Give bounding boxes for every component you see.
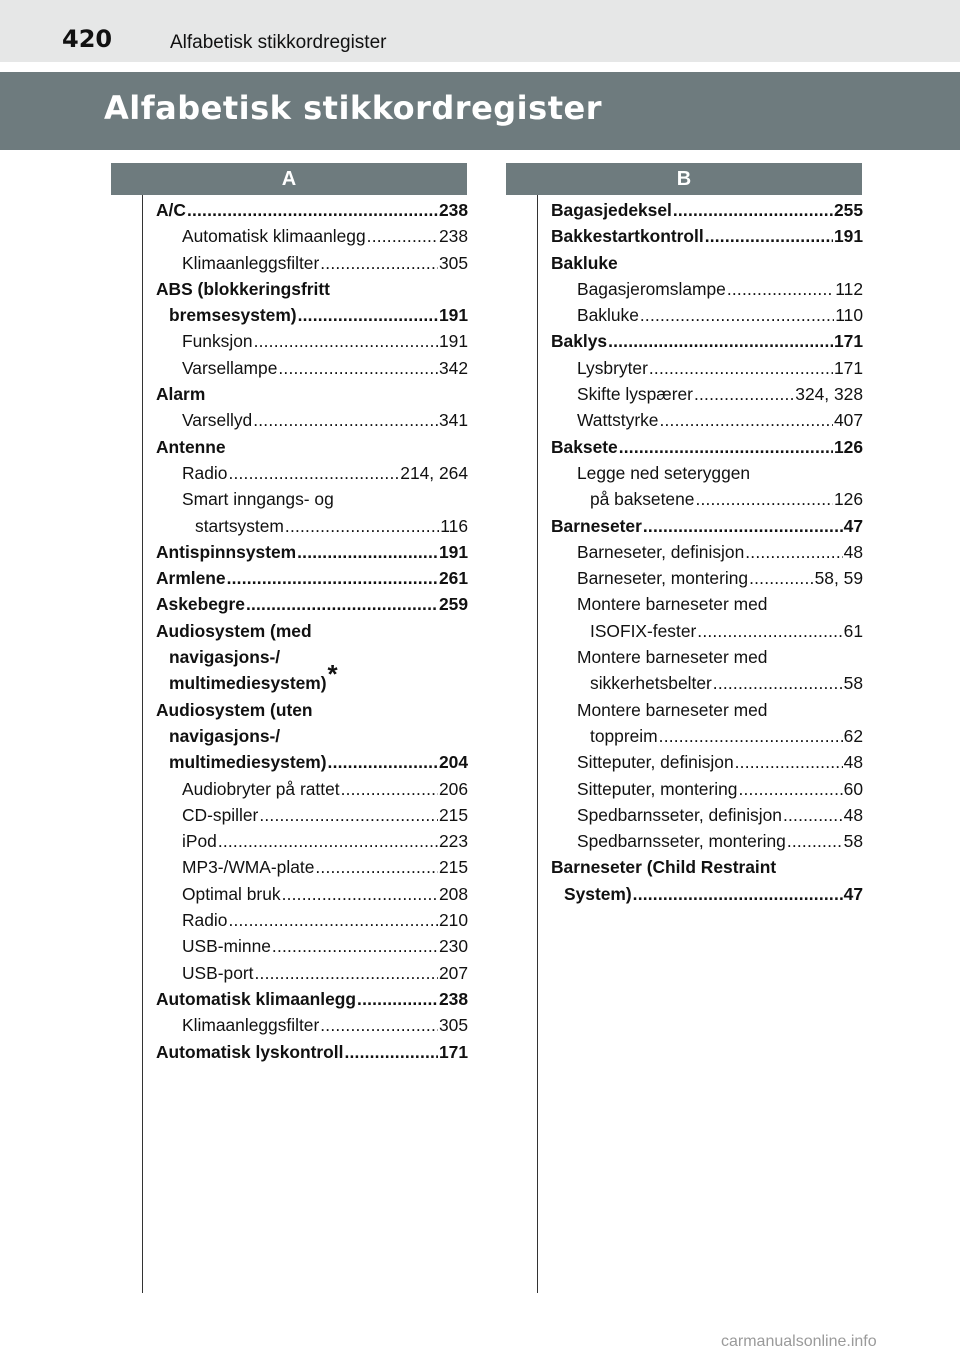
- entry-page-ref[interactable]: 215: [438, 857, 468, 878]
- a-index-entry: [156, 539, 468, 565]
- a-index-entry: [156, 302, 468, 328]
- a-index-entry: [156, 802, 468, 828]
- entry-label: System): [564, 883, 632, 904]
- dot-leader: [694, 381, 794, 407]
- dot-leader: [697, 618, 842, 644]
- page-number: 420: [62, 25, 113, 53]
- a-index-entry: [156, 276, 468, 302]
- entry-label: Legge ned seteryggen: [577, 462, 751, 483]
- index-column-b: [551, 197, 863, 907]
- dot-leader: [735, 749, 843, 775]
- entry-label: startsystem: [195, 515, 284, 536]
- top-header-bar: [0, 0, 960, 62]
- footnote-asterisk: *: [327, 659, 338, 690]
- entry-label: Askebegre: [156, 594, 245, 615]
- entry-page-ref[interactable]: 342: [438, 357, 468, 378]
- b-index-entry: [551, 565, 863, 591]
- dot-leader: [695, 486, 833, 512]
- b-index-entry: [551, 723, 863, 749]
- entry-page-ref[interactable]: 58: [843, 831, 863, 852]
- b-index-entry: [551, 197, 863, 223]
- entry-label: Alarm: [156, 384, 206, 405]
- dot-leader: [259, 802, 438, 828]
- entry-page-ref[interactable]: 171: [438, 1041, 468, 1062]
- entry-label: Antispinnsystem: [156, 541, 297, 562]
- dot-leader: [367, 223, 438, 249]
- dot-leader: [228, 460, 399, 486]
- a-index-entry: [156, 328, 468, 354]
- entry-page-ref[interactable]: 341: [438, 410, 468, 431]
- b-index-entry: [551, 749, 863, 775]
- entry-page-ref[interactable]: 210: [438, 910, 468, 931]
- entry-label: Funksjon: [182, 331, 253, 352]
- b-index-entry: [551, 223, 863, 249]
- b-index-entry: [551, 776, 863, 802]
- entry-page-ref[interactable]: 191: [438, 305, 468, 326]
- dot-leader: [659, 723, 843, 749]
- dot-leader: [255, 960, 438, 986]
- b-index-entry: [551, 250, 863, 276]
- b-index-entry: [551, 828, 863, 854]
- entry-label: USB-minne: [182, 936, 271, 957]
- b-index-entry: [551, 355, 863, 381]
- a-index-entry: [156, 565, 468, 591]
- a-index-entry: [156, 881, 468, 907]
- entry-label: Varsellyd: [182, 410, 253, 431]
- entry-label: Bakluke: [551, 252, 618, 273]
- running-title: Alfabetisk stikkordregister: [170, 32, 387, 53]
- dot-leader: [713, 670, 843, 696]
- b-index-entry: [551, 486, 863, 512]
- entry-label: Bagasjedeksel: [551, 200, 672, 220]
- entry-label: Audiosystem (med: [156, 620, 312, 641]
- entry-label: Spedbarnsseter, definisjon: [577, 804, 782, 825]
- dot-leader: [649, 355, 833, 381]
- dot-leader: [228, 907, 438, 933]
- b-index-entry: [551, 434, 863, 460]
- entry-page-ref[interactable]: 407: [833, 410, 863, 431]
- b-index-entry: [551, 881, 863, 907]
- entry-label: ISOFIX-fester: [590, 620, 697, 641]
- dot-leader: [619, 434, 833, 460]
- a-index-entry: [156, 854, 468, 880]
- entry-page-ref[interactable]: 255: [833, 200, 863, 220]
- dot-leader: [640, 302, 834, 328]
- entry-label: Sitteputer, definisjon: [577, 752, 734, 773]
- entry-page-ref[interactable]: 171: [833, 357, 863, 378]
- entry-label: Skifte lyspærer: [577, 384, 693, 405]
- entry-page-ref[interactable]: 324, 328: [795, 384, 863, 405]
- entry-label: Armlene: [156, 568, 226, 589]
- dot-leader: [254, 328, 438, 354]
- letter-heading-a: A: [111, 163, 467, 195]
- dot-leader: [659, 407, 833, 433]
- dot-leader: [344, 1039, 438, 1065]
- entry-label: Sitteputer, montering: [577, 778, 738, 799]
- dot-leader: [643, 513, 843, 539]
- a-index-entry: [156, 644, 468, 670]
- entry-label: Bagasjeromslampe: [577, 278, 726, 299]
- dot-leader: [320, 250, 438, 276]
- entry-page-ref[interactable]: 112: [835, 278, 863, 299]
- entry-page-ref[interactable]: 204: [438, 752, 468, 773]
- entry-page-ref[interactable]: 305: [438, 252, 468, 273]
- dot-leader: [608, 328, 833, 354]
- entry-label: Montere barneseter med: [577, 699, 768, 720]
- entry-page-ref[interactable]: 238: [438, 988, 468, 1009]
- entry-page-ref[interactable]: 223: [438, 831, 468, 852]
- watermark: carmanualsonline.info: [721, 1333, 877, 1350]
- entry-label: multimediesystem): [169, 673, 327, 694]
- a-index-entry: [156, 407, 468, 433]
- entry-page-ref[interactable]: 171: [833, 331, 863, 352]
- entry-page-ref[interactable]: 261: [438, 568, 468, 589]
- entry-label: MP3-/WMA-plate: [182, 857, 315, 878]
- entry-label: Wattstyrke: [577, 410, 659, 431]
- dot-leader: [278, 355, 438, 381]
- entry-page-ref[interactable]: 110: [835, 305, 863, 326]
- entry-label: Automatisk lyskontroll: [156, 1041, 344, 1062]
- entry-page-ref[interactable]: 191: [438, 541, 468, 562]
- b-index-entry: [551, 328, 863, 354]
- entry-page-ref[interactable]: 48: [843, 541, 863, 562]
- entry-label: Automatisk klimaanlegg: [156, 988, 357, 1009]
- b-index-entry: [551, 670, 863, 696]
- a-index-entry: [156, 723, 468, 749]
- entry-label: navigasjons-/: [169, 647, 281, 668]
- b-index-entry: [551, 802, 863, 828]
- a-index-entry: [156, 460, 468, 486]
- index-column-a: [156, 197, 468, 1065]
- entry-label: Smart inngangs- og: [182, 489, 334, 510]
- entry-label: Montere barneseter med: [577, 647, 768, 668]
- entry-label: Audiosystem (uten: [156, 699, 313, 720]
- b-index-entry: [551, 854, 863, 880]
- entry-label: Antenne: [156, 436, 226, 457]
- a-index-entry: [156, 197, 468, 223]
- b-index-entry: [551, 276, 863, 302]
- entry-page-ref[interactable]: 214, 264: [400, 462, 468, 483]
- entry-label: sikkerhetsbelter: [590, 673, 712, 694]
- dot-leader: [328, 749, 438, 775]
- a-index-entry: [156, 355, 468, 381]
- entry-page-ref[interactable]: 61: [843, 620, 863, 641]
- dot-leader: [246, 591, 438, 617]
- entry-page-ref[interactable]: 230: [438, 936, 468, 957]
- b-index-entry: [551, 591, 863, 617]
- dot-leader: [227, 565, 438, 591]
- entry-label: Barneseter (Child Restraint: [551, 857, 777, 878]
- dot-leader: [320, 1012, 438, 1038]
- entry-page-ref[interactable]: 58, 59: [814, 568, 863, 589]
- a-index-entry: [156, 381, 468, 407]
- entry-label: på baksetene: [590, 489, 695, 510]
- dot-leader: [285, 513, 439, 539]
- entry-label: Baklys: [551, 331, 608, 352]
- dot-leader: [187, 197, 438, 223]
- column-rule-b: [537, 195, 538, 1293]
- b-index-entry: [551, 460, 863, 486]
- entry-page-ref[interactable]: 238: [438, 226, 468, 247]
- dot-leader: [783, 802, 843, 828]
- b-index-entry: [551, 381, 863, 407]
- b-index-entry: [551, 539, 863, 565]
- dot-leader: [282, 881, 438, 907]
- entry-page-ref[interactable]: 191: [833, 226, 863, 247]
- entry-page-ref[interactable]: 207: [438, 962, 468, 983]
- a-index-entry: [156, 434, 468, 460]
- b-index-entry: [551, 302, 863, 328]
- column-rule-a: [142, 195, 143, 1293]
- entry-page-ref[interactable]: 208: [438, 883, 468, 904]
- entry-label: A/C: [156, 200, 186, 220]
- a-index-entry: [156, 513, 468, 539]
- a-index-entry: [156, 223, 468, 249]
- dot-leader: [315, 854, 438, 880]
- entry-label: Klimaanleggsfilter: [182, 1015, 320, 1036]
- b-index-entry: [551, 407, 863, 433]
- dot-leader: [749, 565, 814, 591]
- a-index-entry: [156, 697, 468, 723]
- dot-leader: [705, 223, 833, 249]
- entry-label: USB-port: [182, 962, 254, 983]
- dot-leader: [673, 197, 833, 223]
- section-title: Alfabetisk stikkordregister: [104, 89, 602, 127]
- a-index-entry: [156, 1039, 468, 1065]
- entry-page-ref[interactable]: 47: [843, 883, 863, 904]
- dot-leader: [357, 986, 438, 1012]
- entry-page-ref[interactable]: 58: [843, 673, 863, 694]
- dot-leader: [253, 407, 438, 433]
- entry-page-ref[interactable]: 62: [843, 725, 863, 746]
- dot-leader: [633, 881, 843, 907]
- entry-label: Varsellampe: [182, 357, 278, 378]
- entry-label: Montere barneseter med: [577, 594, 768, 615]
- entry-page-ref[interactable]: 47: [843, 515, 863, 536]
- b-index-entry: [551, 513, 863, 539]
- entry-page-ref[interactable]: 305: [438, 1015, 468, 1036]
- entry-page-ref[interactable]: 48: [843, 804, 863, 825]
- dot-leader: [745, 539, 842, 565]
- entry-label: multimediesystem): [169, 752, 327, 773]
- dot-leader: [787, 828, 843, 854]
- entry-label: Audiobryter på rattet: [182, 778, 340, 799]
- entry-page-ref[interactable]: 206: [438, 778, 468, 799]
- entry-label: Barneseter, montering: [577, 568, 749, 589]
- entry-page-ref[interactable]: 48: [843, 752, 863, 773]
- entry-label: Spedbarnsseter, montering: [577, 831, 786, 852]
- a-index-entry: [156, 486, 468, 512]
- dot-leader: [727, 276, 834, 302]
- a-index-entry: [156, 749, 468, 775]
- entry-label: Klimaanleggsfilter: [182, 252, 320, 273]
- entry-label: Optimal bruk: [182, 883, 281, 904]
- dot-leader: [297, 539, 438, 565]
- entry-label: ABS (blokkeringsfritt: [156, 278, 330, 299]
- entry-page-ref[interactable]: 126: [833, 436, 863, 457]
- dot-leader: [341, 776, 438, 802]
- entry-page-ref[interactable]: 238: [438, 200, 468, 220]
- a-index-entry: [156, 618, 468, 644]
- a-index-entry: [156, 659, 468, 696]
- dot-leader: [272, 933, 438, 959]
- entry-label: Baksete: [551, 436, 618, 457]
- entry-page-ref[interactable]: 60: [843, 778, 863, 799]
- entry-page-ref[interactable]: 191: [438, 331, 468, 352]
- b-index-entry: [551, 697, 863, 723]
- entry-label: Radio: [182, 910, 228, 931]
- entry-label: Bakkestartkontroll: [551, 226, 704, 247]
- a-index-entry: [156, 960, 468, 986]
- entry-label: CD-spiller: [182, 804, 259, 825]
- entry-label: Radio: [182, 462, 228, 483]
- entry-page-ref[interactable]: 215: [438, 804, 468, 825]
- entry-label: Barneseter: [551, 515, 642, 536]
- a-index-entry: [156, 986, 468, 1012]
- entry-page-ref[interactable]: 116: [440, 515, 468, 536]
- b-index-entry: [551, 644, 863, 670]
- dot-leader: [738, 776, 842, 802]
- a-index-entry: [156, 591, 468, 617]
- a-index-entry: [156, 933, 468, 959]
- entry-label: Lysbryter: [577, 357, 648, 378]
- entry-label: toppreim: [590, 725, 658, 746]
- entry-label: Bakluke: [577, 305, 639, 326]
- entry-page-ref[interactable]: 126: [833, 489, 863, 510]
- entry-label: Barneseter, definisjon: [577, 541, 745, 562]
- a-index-entry: [156, 776, 468, 802]
- b-index-entry: [551, 618, 863, 644]
- a-index-entry: [156, 828, 468, 854]
- entry-label: Automatisk klimaanlegg: [182, 226, 366, 247]
- dot-leader: [298, 302, 438, 328]
- entry-label: navigasjons-/: [169, 725, 281, 746]
- entry-label: iPod: [182, 831, 217, 852]
- entry-page-ref[interactable]: 259: [438, 594, 468, 615]
- letter-heading-b: B: [506, 163, 862, 195]
- a-index-entry: [156, 250, 468, 276]
- dot-leader: [218, 828, 438, 854]
- a-index-entry: [156, 907, 468, 933]
- entry-label: bremsesystem): [169, 305, 297, 326]
- a-index-entry: [156, 1012, 468, 1038]
